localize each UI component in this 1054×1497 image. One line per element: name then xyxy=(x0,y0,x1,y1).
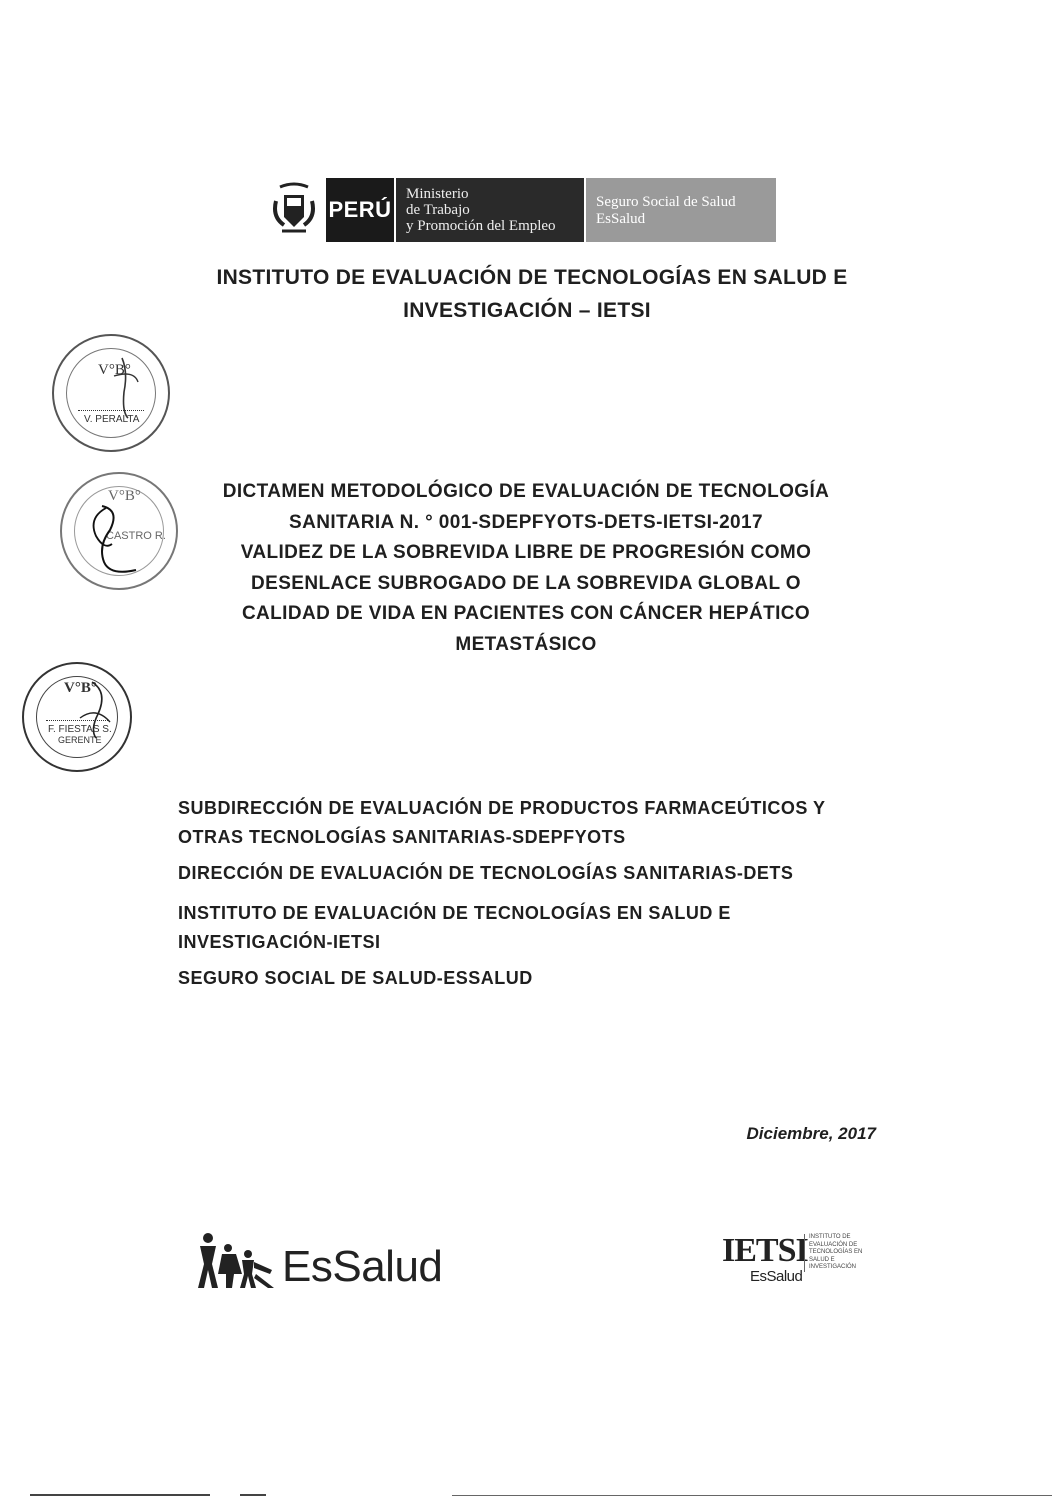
peru-label: PERÚ xyxy=(326,178,394,242)
scan-artifact xyxy=(30,1494,210,1496)
unit-dets: DIRECCIÓN DE EVALUACIÓN DE TECNOLOGÍAS SANITARIAS-DETS xyxy=(178,863,794,883)
approval-stamp-peralta: V°B° V. PERALTA xyxy=(52,334,170,452)
dictamen-title: DICTAMEN METODOLÓGICO DE EVALUACIÓN DE TECNOLOGÍA SANITARIA N. ° 001-SDEPFYOTS-DETS-IETSI-2017 VALIDEZ DE LA SOBREVIDA LIBRE DE PROGRESIÓN COMO DESENLACE SUBROGADO DE LA SOBREVIDA GLOBAL O CALIDAD DE VIDA EN PACIENTES CON CÁNCER HEPÁTICO METASTÁSICO xyxy=(222,481,830,655)
signature-icon xyxy=(70,678,120,748)
institute-title-line2: INVESTIGACIÓN – IETSI xyxy=(403,299,651,322)
signature-icon xyxy=(76,500,146,580)
unit-essalud: SEGURO SOCIAL DE SALUD-ESSALUD xyxy=(178,968,533,988)
institute-title-line1: INSTITUTO DE EVALUACIÓN DE TECNOLOGÍAS EN SALUD E xyxy=(216,266,848,289)
family-figures-icon xyxy=(196,1230,276,1292)
signature-icon xyxy=(94,352,154,422)
unit-ietsi: INSTITUTO DE EVALUACIÓN DE TECNOLOGÍAS EN SALUD E INVESTIGACIÓN-IETSI xyxy=(178,903,731,952)
scan-artifact xyxy=(452,1495,1052,1496)
approval-stamp-castro: V°B° CASTRO R. xyxy=(60,472,178,590)
peru-crest-icon xyxy=(268,178,320,242)
essalud-logo-text: EsSalud xyxy=(282,1242,443,1291)
agency-label: Seguro Social de Salud EsSalud xyxy=(586,178,776,242)
ietsi-logo: IETSI EsSalud INSTITUTO DE EVALUACIÓN DE TECNOLOGÍAS EN SALUD E INVESTIGACIÓN xyxy=(718,1232,868,1290)
ministry-label: Ministerio de Trabajo y Promoción del Empleo xyxy=(396,178,584,242)
document-date: Diciembre, 2017 xyxy=(746,1124,876,1143)
unit-sdepfyots: SUBDIRECCIÓN DE EVALUACIÓN DE PRODUCTOS FARMACEÚTICOS Y OTRAS TECNOLOGÍAS SANITARIAS-SDEPFYOTS xyxy=(178,798,826,847)
scan-artifact xyxy=(240,1494,266,1496)
approval-stamp-fiestas: V°B° F. FIESTAS S. GERENTE xyxy=(22,662,132,772)
essalud-logo xyxy=(196,1222,452,1292)
government-banner xyxy=(268,178,784,242)
